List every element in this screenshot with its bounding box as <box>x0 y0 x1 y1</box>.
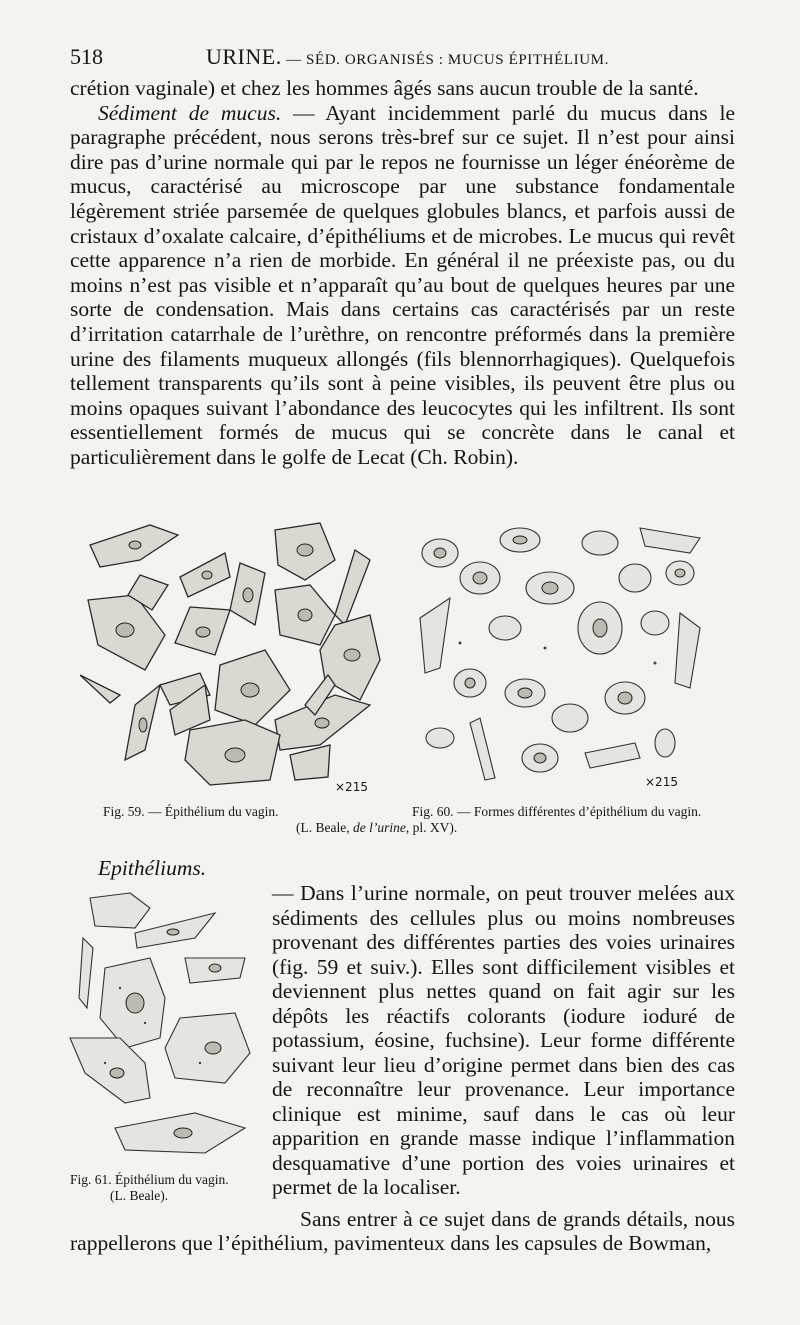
paragraph-3-wrapped <box>272 881 735 1200</box>
figure-source-credit <box>296 820 457 836</box>
paragraph-2-text: — Ayant incidemment parlé du mucus dans le paragraphe précédent, nous serons très-bref sur ce sujet. Il n’est pour ainsi dire pas d’urine normale qui par le repos ne fournisse un léger énéorème de mucus, caractérisé au microscope par une substance fondamentale légèrement striée parsemée de quelques globules blancs, et parfois aussi de cristaux d’oxalate calcaire, d’épithéliums et de microbes. Le mucus qui revêt cette apparence n’a rien de morbide. En général il ne préexiste pas, ou du moins n’est pas visible et n’apparaît qu’au bout de quelques heures par une sorte de condensation. Mais dans certains cas caractérisés par un reste d’irritation catarrhale de l’urèthre, on rencontre préformés dans la première urine des filaments muqueux allongés (fils blennorrhagiques). Quelquefois tellement transparents qu’ils sont à peine visibles, ils peuvent être plus ou moins opaques suivant l’abondance des leucocytes qui les infiltrent. Ils sont essentiellement formés de mucus qui se concrète dans le canal et particulièrement dans le golfe de Lecat (Ch. Robin). <box>70 100 735 469</box>
figure-source-suffix: , pl. XV). <box>405 820 458 835</box>
figure-61-illustration <box>65 888 265 1163</box>
figure-59-magnification: ×215 <box>335 780 368 794</box>
section-title-epitheliums: Epithéliums. <box>98 856 207 880</box>
section-title-mucus: Sédiment de mucus. <box>98 100 282 125</box>
running-title-rest: — SÉD. ORGANISÉS : MUCUS ÉPITHÉLIUM. <box>281 52 609 68</box>
body-text-bottom <box>70 1185 735 1277</box>
epitheliums-heading-line <box>70 856 735 881</box>
running-header <box>70 44 735 72</box>
figure-61-caption-text: Épithélium du vagin. <box>111 1172 229 1187</box>
figure-60-magnification: ×215 <box>645 775 678 789</box>
figure-source-prefix: (L. Beale, <box>296 820 353 835</box>
paragraph-1: crétion vaginale) et chez les hommes âgés sans aucun trouble de la santé. <box>70 76 699 100</box>
figure-61-label: Fig. 61. <box>70 1172 112 1187</box>
figure-61-source: (L. Beale). <box>110 1188 169 1203</box>
page-number: 518 <box>70 44 103 69</box>
figure-source-title: de l’urine <box>352 820 406 835</box>
running-title-main: URINE. <box>206 44 282 69</box>
figure-59-caption-text: — Épithélium du vagin. <box>144 804 279 819</box>
figure-59-label: Fig. 59. <box>103 804 145 819</box>
body-text-top <box>70 76 735 470</box>
paragraph-3-first-line <box>70 856 735 881</box>
figure-59-caption <box>103 804 279 820</box>
figure-60-label: Fig. 60. <box>412 804 454 819</box>
figure-60-illustration <box>410 518 710 788</box>
paragraph-4: Sans entrer à ce sujet dans de grands détails, nous rappellerons que l’épithélium, pavimenteux dans les capsules de Bowman, <box>70 1206 735 1255</box>
paragraph-2 <box>70 101 735 470</box>
figure-60-caption-text: — Formes différentes d’épithélium du vagin. <box>453 804 702 819</box>
figure-59-illustration <box>80 515 390 790</box>
paragraph-3-text: — Dans l’urine normale, on peut trouver melées aux sédiments des cellules plus ou moins nombreuses provenant des différentes parties des voies urinaires (fig. 59 et suiv.). Elles sont difficilement visibles et deviennent plus nettes quand on fait agir sur les dépôts les réactifs colorants (iodure ioduré de potassium, éosine, fuchsine). Leur forme différente suivant leur lieu d’origine permet dans bien des cas de reconnaître leur provenance. Leur importance clinique est minime, sauf dans le cas où leur apparition en grande masse indique l’inflammation desquamative d’une portion des voies urinaires et permet de la localiser. <box>272 881 735 1199</box>
figure-60-caption <box>412 804 701 820</box>
running-title <box>206 44 609 70</box>
